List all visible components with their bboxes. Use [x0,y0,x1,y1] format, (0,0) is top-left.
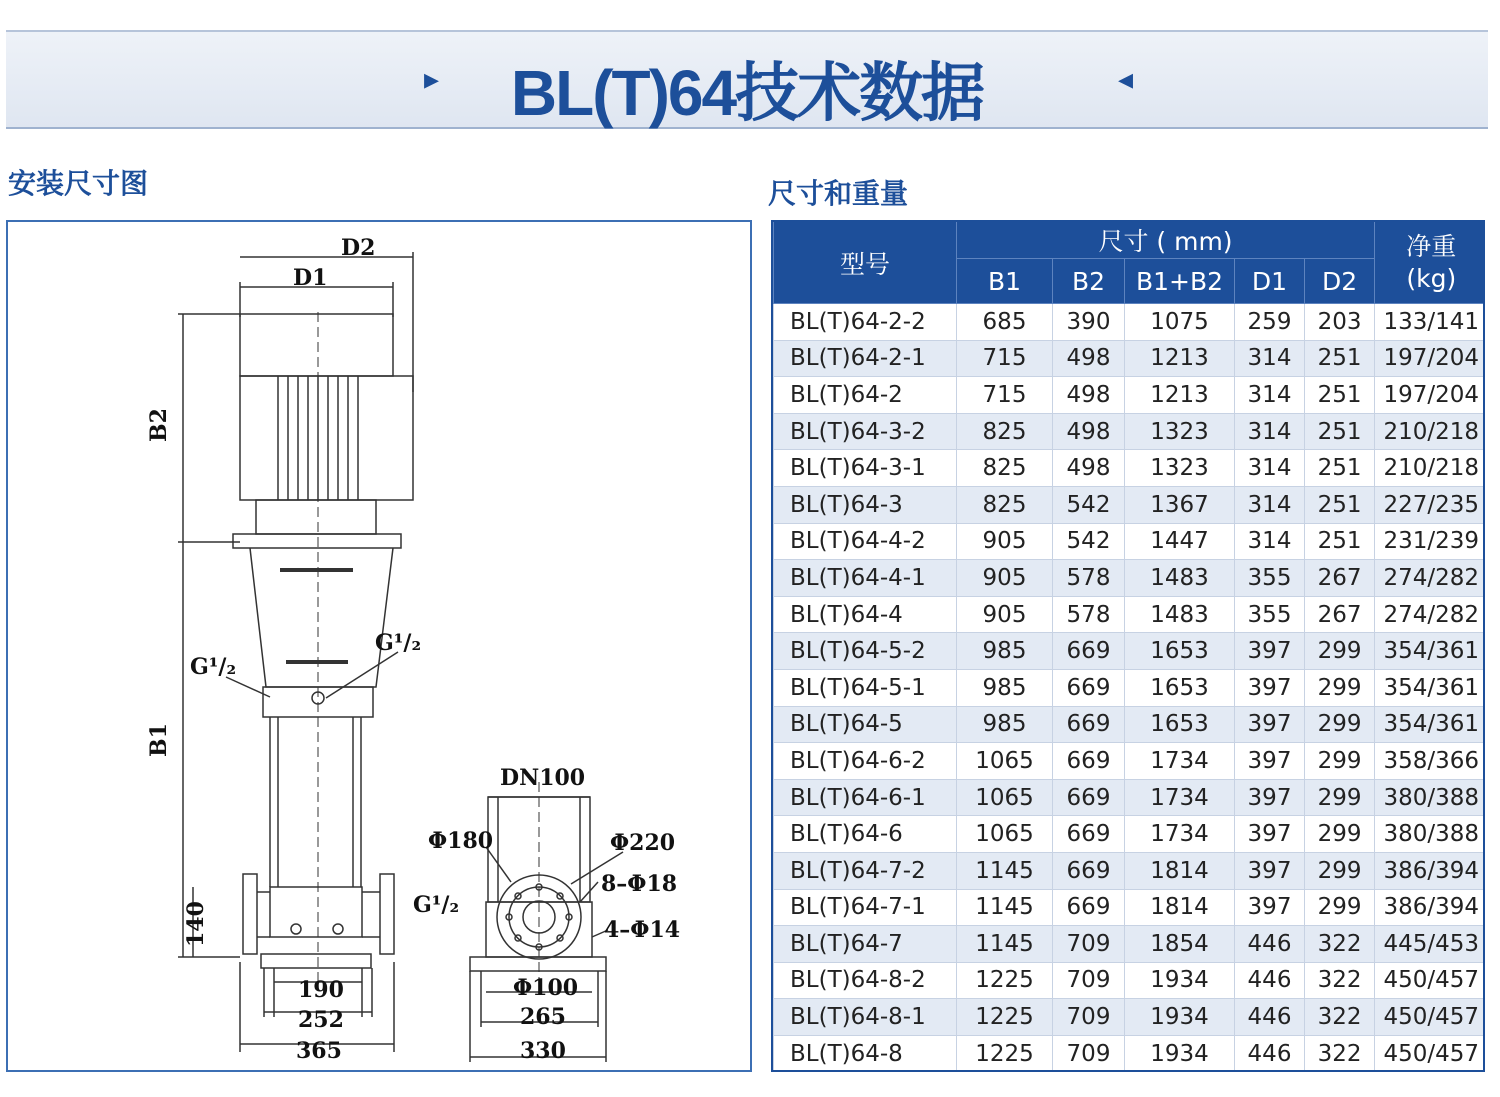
cell-b1: 905 [957,523,1053,560]
cell-b1: 685 [957,304,1053,341]
table-row [774,852,1486,889]
table-row [774,523,1486,560]
cell-b2: 669 [1053,633,1125,670]
cell-b2: 498 [1053,340,1125,377]
cell-b1-b2: 1934 [1125,962,1235,999]
cell-b1: 1225 [957,1035,1053,1072]
installation-drawing-title: 安装尺寸图 [8,167,149,200]
cell-b2: 709 [1053,962,1125,999]
cell-d1: 397 [1235,889,1305,926]
dim-365-label: 365 [296,1038,342,1064]
header-b1: B1 [957,259,1053,304]
cell-d2: 322 [1305,926,1375,963]
cell-b1-b2: 1934 [1125,1035,1235,1072]
spec-table-body [774,304,1486,1072]
cell-d2: 299 [1305,779,1375,816]
cell-model: BL(T)64-3-2 [774,413,957,450]
holes-4-phi14-label: 4–Φ14 [604,917,681,943]
cell-d2: 299 [1305,706,1375,743]
cell-b1-b2: 1734 [1125,779,1235,816]
table-row [774,743,1486,780]
cell-b1: 905 [957,560,1053,597]
cell-b1-b2: 1213 [1125,377,1235,414]
cell-b2: 669 [1053,743,1125,780]
dim-d1-label: D1 [293,265,328,291]
cell-b1: 825 [957,450,1053,487]
cell-b2: 669 [1053,852,1125,889]
header-net-weight: 净重 (kg) [1375,222,1485,304]
cell-d1: 314 [1235,523,1305,560]
cell-b2: 542 [1053,486,1125,523]
table-row [774,340,1486,377]
spec-table-container [771,220,1485,1072]
header-size-group: 尺寸 ( mm) [957,222,1375,259]
dim-330-label: 330 [520,1038,566,1064]
spec-table [773,222,1485,1072]
cell-b1-b2: 1653 [1125,669,1235,706]
g-half-left-label: G¹/₂ [190,654,237,680]
cell-d1: 355 [1235,596,1305,633]
dim-b2-label: B2 [146,408,172,442]
cell-b1: 1225 [957,999,1053,1036]
cell-b2: 709 [1053,999,1125,1036]
cell-b1-b2: 1367 [1125,486,1235,523]
cell-d2: 299 [1305,816,1375,853]
cell-d2: 203 [1305,304,1375,341]
cell-model: BL(T)64-8-1 [774,999,957,1036]
cell-d1: 397 [1235,743,1305,780]
cell-b1-b2: 1323 [1125,413,1235,450]
arrow-left-icon: ◂ [1118,62,1134,97]
cell-b2: 669 [1053,779,1125,816]
cell-net-weight: 380/388 [1375,779,1485,816]
cell-d2: 299 [1305,852,1375,889]
cell-b1: 825 [957,413,1053,450]
cell-b1-b2: 1447 [1125,523,1235,560]
cell-model: BL(T)64-8-2 [774,962,957,999]
cell-d2: 251 [1305,450,1375,487]
title-banner [6,30,1488,129]
header-d1: D1 [1235,259,1305,304]
dim-252-label: 252 [298,1007,344,1033]
cell-net-weight: 386/394 [1375,852,1485,889]
dim-b1-label: B1 [146,723,172,757]
table-row [774,450,1486,487]
phi100-label: Φ100 [513,975,579,1001]
cell-d1: 314 [1235,413,1305,450]
cell-model: BL(T)64-4 [774,596,957,633]
cell-model: BL(T)64-4-1 [774,560,957,597]
cell-d2: 251 [1305,377,1375,414]
cell-b2: 498 [1053,377,1125,414]
cell-d2: 299 [1305,889,1375,926]
dim-265-label: 265 [520,1004,566,1030]
cell-b1-b2: 1653 [1125,706,1235,743]
cell-b1-b2: 1075 [1125,304,1235,341]
cell-d2: 267 [1305,596,1375,633]
cell-b1-b2: 1323 [1125,450,1235,487]
cell-d2: 322 [1305,962,1375,999]
cell-d1: 314 [1235,450,1305,487]
cell-b1-b2: 1854 [1125,926,1235,963]
header-b1-b2: B1+B2 [1125,259,1235,304]
holes-8-phi18-label: 8–Φ18 [601,871,678,897]
table-row [774,779,1486,816]
cell-b1: 1225 [957,962,1053,999]
table-row [774,560,1486,597]
cell-model: BL(T)64-8 [774,1035,957,1072]
cell-net-weight: 231/239 [1375,523,1485,560]
cell-d1: 397 [1235,669,1305,706]
cell-model: BL(T)64-6 [774,816,957,853]
table-row [774,633,1486,670]
cell-model: BL(T)64-2 [774,377,957,414]
cell-b2: 669 [1053,669,1125,706]
cell-d1: 446 [1235,1035,1305,1072]
phi180-label: Φ180 [428,828,494,854]
table-row [774,669,1486,706]
cell-net-weight: 380/388 [1375,816,1485,853]
table-row [774,486,1486,523]
cell-b1: 985 [957,669,1053,706]
cell-model: BL(T)64-6-1 [774,779,957,816]
cell-net-weight: 354/361 [1375,669,1485,706]
dn100-label: DN100 [500,765,586,791]
dim-140-label: 140 [183,901,209,947]
cell-net-weight: 197/204 [1375,377,1485,414]
cell-net-weight: 274/282 [1375,596,1485,633]
cell-b1: 715 [957,340,1053,377]
cell-d2: 299 [1305,669,1375,706]
cell-net-weight: 133/141 [1375,304,1485,341]
table-row [774,962,1486,999]
cell-model: BL(T)64-5-2 [774,633,957,670]
cell-net-weight: 450/457 [1375,999,1485,1036]
cell-model: BL(T)64-5 [774,706,957,743]
cell-model: BL(T)64-2-1 [774,340,957,377]
pump-drawing-svg [8,222,754,1074]
cell-b1: 1145 [957,926,1053,963]
table-row [774,377,1486,414]
cell-b2: 669 [1053,816,1125,853]
cell-b2: 669 [1053,706,1125,743]
cell-net-weight: 197/204 [1375,340,1485,377]
cell-d2: 251 [1305,340,1375,377]
cell-b1-b2: 1814 [1125,889,1235,926]
cell-model: BL(T)64-7-1 [774,889,957,926]
cell-d2: 251 [1305,523,1375,560]
cell-b2: 498 [1053,450,1125,487]
cell-b2: 578 [1053,560,1125,597]
table-row [774,706,1486,743]
cell-net-weight: 354/361 [1375,633,1485,670]
cell-b1-b2: 1213 [1125,340,1235,377]
table-row [774,304,1486,341]
cell-b1: 985 [957,706,1053,743]
table-row [774,889,1486,926]
cell-d1: 314 [1235,377,1305,414]
cell-b1: 1145 [957,852,1053,889]
cell-net-weight: 450/457 [1375,1035,1485,1072]
cell-b1-b2: 1483 [1125,596,1235,633]
g-half-bottom-label: G¹/₂ [413,892,460,918]
cell-b1-b2: 1653 [1125,633,1235,670]
cell-b1: 715 [957,377,1053,414]
cell-model: BL(T)64-4-2 [774,523,957,560]
cell-b1-b2: 1734 [1125,743,1235,780]
page-title: BL(T)64技术数据 [510,57,984,129]
cell-d1: 397 [1235,852,1305,889]
cell-d2: 299 [1305,633,1375,670]
cell-model: BL(T)64-3 [774,486,957,523]
cell-net-weight: 445/453 [1375,926,1485,963]
cell-b2: 498 [1053,413,1125,450]
cell-d1: 446 [1235,926,1305,963]
dim-d2-label: D2 [341,235,376,261]
cell-d1: 314 [1235,340,1305,377]
arrow-right-icon: ▸ [424,62,440,97]
cell-model: BL(T)64-3-1 [774,450,957,487]
cell-b1-b2: 1483 [1125,560,1235,597]
table-row [774,596,1486,633]
cell-d2: 322 [1305,1035,1375,1072]
cell-d1: 397 [1235,633,1305,670]
cell-net-weight: 210/218 [1375,450,1485,487]
cell-b1-b2: 1934 [1125,999,1235,1036]
header-b2: B2 [1053,259,1125,304]
header-model: 型号 [774,222,957,304]
cell-d1: 397 [1235,706,1305,743]
cell-b1-b2: 1814 [1125,852,1235,889]
cell-d1: 314 [1235,486,1305,523]
dim-190-label: 190 [298,977,344,1003]
cell-b1: 1065 [957,779,1053,816]
cell-d1: 397 [1235,816,1305,853]
cell-b1: 1065 [957,743,1053,780]
cell-model: BL(T)64-2-2 [774,304,957,341]
cell-net-weight: 354/361 [1375,706,1485,743]
cell-d2: 267 [1305,560,1375,597]
cell-net-weight: 210/218 [1375,413,1485,450]
cell-b1-b2: 1734 [1125,816,1235,853]
cell-d1: 397 [1235,779,1305,816]
table-row [774,999,1486,1036]
table-row [774,413,1486,450]
cell-model: BL(T)64-7 [774,926,957,963]
cell-b2: 390 [1053,304,1125,341]
phi220-label: Φ220 [610,830,676,856]
cell-b1: 985 [957,633,1053,670]
cell-model: BL(T)64-5-1 [774,669,957,706]
cell-b2: 578 [1053,596,1125,633]
cell-net-weight: 450/457 [1375,962,1485,999]
cell-d1: 355 [1235,560,1305,597]
cell-d1: 446 [1235,962,1305,999]
cell-model: BL(T)64-6-2 [774,743,957,780]
g-half-right-label: G¹/₂ [375,630,422,656]
cell-net-weight: 358/366 [1375,743,1485,780]
cell-b2: 709 [1053,1035,1125,1072]
cell-d2: 251 [1305,413,1375,450]
cell-b1: 1065 [957,816,1053,853]
cell-d2: 299 [1305,743,1375,780]
cell-d1: 446 [1235,999,1305,1036]
cell-d2: 322 [1305,999,1375,1036]
header-d2: D2 [1305,259,1375,304]
installation-drawing [6,220,752,1072]
dimensions-weight-title: 尺寸和重量 [768,177,909,210]
cell-b1: 905 [957,596,1053,633]
cell-b2: 709 [1053,926,1125,963]
table-row [774,926,1486,963]
table-row [774,816,1486,853]
cell-net-weight: 386/394 [1375,889,1485,926]
cell-net-weight: 274/282 [1375,560,1485,597]
cell-b2: 542 [1053,523,1125,560]
cell-b1: 825 [957,486,1053,523]
cell-b2: 669 [1053,889,1125,926]
cell-net-weight: 227/235 [1375,486,1485,523]
cell-b1: 1145 [957,889,1053,926]
cell-model: BL(T)64-7-2 [774,852,957,889]
table-row [774,1035,1486,1072]
cell-d1: 259 [1235,304,1305,341]
cell-d2: 251 [1305,486,1375,523]
